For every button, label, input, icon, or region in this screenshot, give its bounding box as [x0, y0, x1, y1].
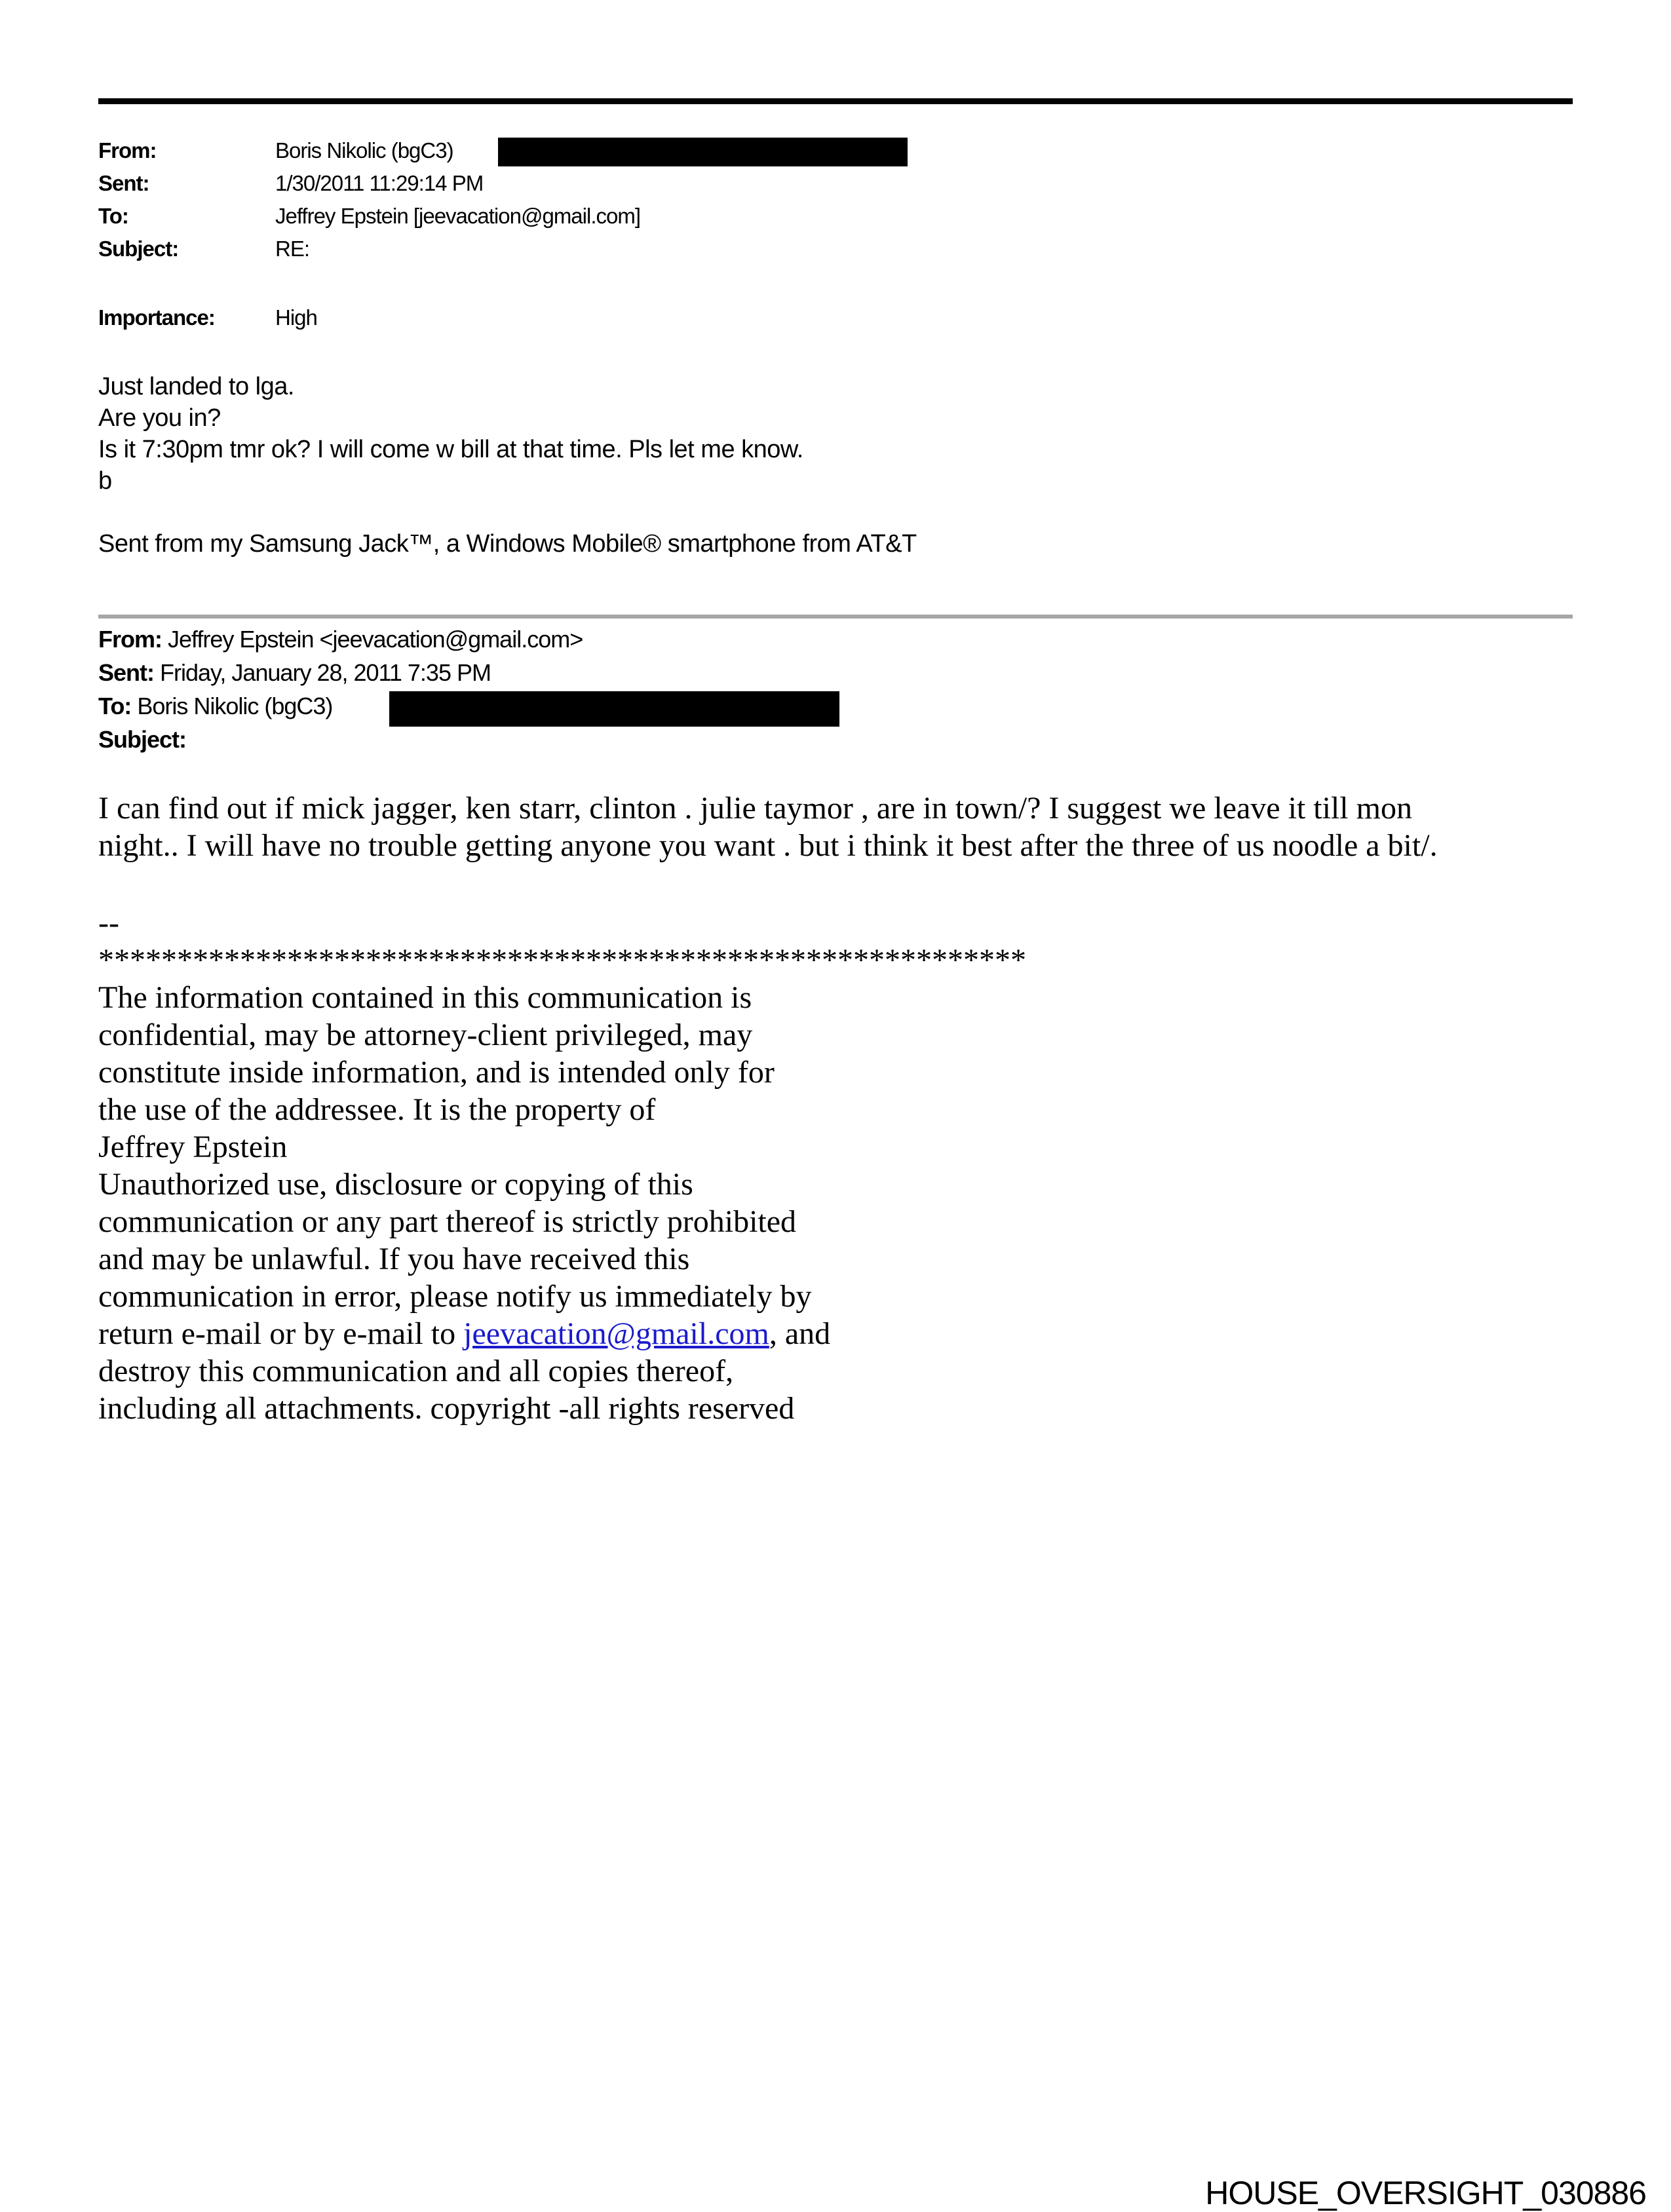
- disclaimer-line: destroy this communication and all copies thereof,: [98, 1354, 734, 1388]
- disclaimer-line: constitute inside information, and is intended only for: [98, 1055, 775, 1090]
- original-from-row: [98, 622, 583, 656]
- original-to-value: Boris Nikolic (bgC3): [137, 693, 333, 719]
- to-label: To:: [98, 204, 128, 228]
- original-body: [98, 790, 1438, 864]
- disclaimer-line: Unauthorized use, disclosure or copying of this: [98, 1167, 693, 1202]
- body-line: Just landed to lga.: [98, 373, 294, 400]
- original-from-value: Jeffrey Epstein <jeevacation@gmail.com>: [168, 626, 583, 653]
- disclaimer-link-line: [98, 1315, 1026, 1352]
- body-line: b: [98, 467, 112, 495]
- original-sent-row: [98, 656, 583, 689]
- disclaimer: [98, 904, 1026, 1427]
- email-link[interactable]: jeevacation@gmail.com: [463, 1316, 769, 1351]
- sent-label: Sent:: [98, 171, 149, 195]
- signature-separator: --: [98, 906, 119, 940]
- body-line: I can find out if mick jagger, ken starr, clinton . julie taymor , are in town/? I suggest we leave it till mon: [98, 791, 1412, 826]
- disclaimer-line: Jeffrey Epstein: [98, 1130, 288, 1164]
- redaction-block: [389, 691, 839, 727]
- original-sent-label: Sent:: [98, 659, 154, 686]
- disclaimer-line: communication or any part thereof is strictly prohibited: [98, 1204, 797, 1239]
- body-line: Are you in?: [98, 404, 221, 432]
- importance-value: High: [275, 305, 317, 330]
- disclaimer-line: communication in error, please notify us immediately by: [98, 1279, 812, 1314]
- from-value: Boris Nikolic (bgC3): [275, 138, 453, 162]
- original-subject-label: Subject:: [98, 726, 187, 753]
- asterisk-divider: ***********************************************************: [98, 943, 1026, 978]
- sent-value: 1/30/2011 11:29:14 PM: [275, 171, 484, 195]
- importance-label: Importance:: [98, 305, 215, 330]
- disclaimer-line: including all attachments. copyright -all rights reserved: [98, 1391, 795, 1426]
- original-subject-row: [98, 723, 583, 756]
- to-value: Jeffrey Epstein [jeevacation@gmail.com]: [275, 204, 640, 228]
- reply-body: [98, 371, 917, 560]
- disclaimer-line: confidential, may be attorney-client privileged, may: [98, 1018, 753, 1052]
- original-from-label: From:: [98, 626, 162, 653]
- mobile-signature: Sent from my Samsung Jack™, a Windows Mobile® smartphone from AT&T: [98, 530, 917, 558]
- original-to-label: To:: [98, 693, 132, 719]
- disclaimer-line: the use of the addressee. It is the property of: [98, 1092, 656, 1127]
- subject-value: RE:: [275, 237, 310, 261]
- from-label: From:: [98, 138, 157, 162]
- blank-line: [98, 497, 917, 528]
- disclaimer-text: return e-mail or by e-mail to: [98, 1316, 464, 1351]
- body-line: night.. I will have no trouble getting anyone you want . but i think it best after the three of us noodle a bit/.: [98, 828, 1438, 863]
- message-separator: [98, 615, 1573, 619]
- disclaimer-line: and may be unlawful. If you have received this: [98, 1242, 690, 1276]
- redaction-block: [498, 138, 908, 166]
- original-header: [98, 622, 583, 756]
- body-line: Is it 7:30pm tmr ok? I will come w bill at that time. Pls let me know.: [98, 436, 803, 463]
- disclaimer-text: , and: [769, 1316, 831, 1351]
- subject-label: Subject:: [98, 237, 179, 261]
- bates-number: HOUSE_OVERSIGHT_030886: [1205, 2175, 1646, 2211]
- original-sent-value: Friday, January 28, 2011 7:35 PM: [160, 659, 491, 686]
- top-divider: [98, 98, 1573, 104]
- disclaimer-line: The information contained in this communication is: [98, 980, 752, 1015]
